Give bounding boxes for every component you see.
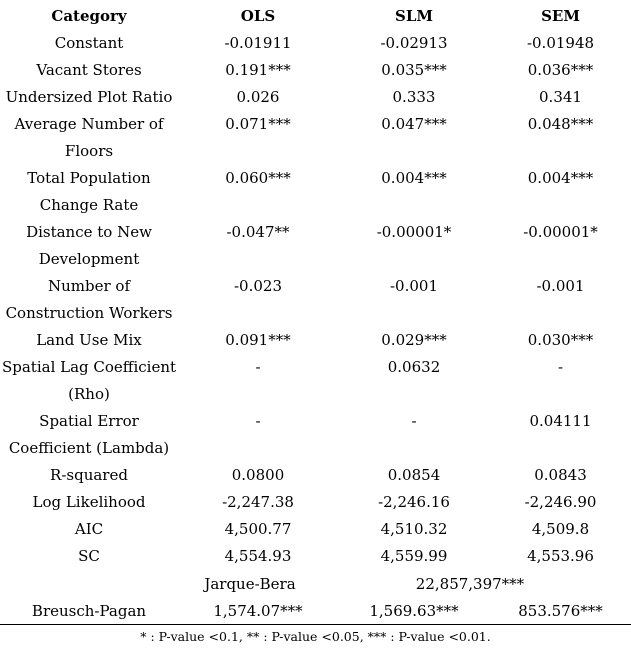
cell-ols: 0.091*** xyxy=(225,331,291,349)
table-row xyxy=(0,354,631,381)
jarque-bera-value: 22,857,397*** xyxy=(415,575,525,593)
cell-slm: 4,559.99 xyxy=(380,547,448,565)
row-label: Land Use Mix xyxy=(36,331,142,349)
cell-ols: - xyxy=(255,412,261,430)
row-label: Floors xyxy=(64,142,114,160)
cell-sem: 0.048*** xyxy=(527,115,594,133)
cell-sem: 0.030*** xyxy=(527,331,594,349)
cell-ols: - xyxy=(255,358,261,376)
row-label: Spatial Error xyxy=(39,412,139,430)
cell-ols: 0.0800 xyxy=(231,466,285,484)
cell-ols: 0.060*** xyxy=(225,169,291,187)
row-label: Distance to New xyxy=(26,223,152,241)
table-row xyxy=(0,57,631,84)
table-row xyxy=(0,273,631,300)
row-label: AIC xyxy=(74,520,104,538)
cell-sem: 4,509.8 xyxy=(531,520,590,538)
cell-slm: -0.001 xyxy=(389,277,438,295)
row-label: (Rho) xyxy=(68,385,110,403)
table-row xyxy=(0,219,631,246)
table-row xyxy=(0,30,631,57)
cell-slm: 0.029*** xyxy=(381,331,447,349)
table-row xyxy=(0,111,631,138)
cell-sem: 0.341 xyxy=(539,88,582,106)
footnote: * : P-value <0.1, ** : P-value <0.05, *** : P-value <0.01. xyxy=(140,629,491,644)
cell-sem: -2,246.90 xyxy=(524,493,597,511)
table-row xyxy=(0,138,631,165)
breusch-pagan-ols: 1,574.07*** xyxy=(213,602,303,620)
cell-ols: -0.023 xyxy=(233,277,282,295)
cell-sem xyxy=(490,138,631,165)
table-row xyxy=(0,408,631,435)
breusch-pagan-sem: 853.576*** xyxy=(518,602,603,620)
table-row xyxy=(0,84,631,111)
cell-sem xyxy=(490,246,631,273)
cell-slm: 0.035*** xyxy=(381,61,447,79)
row-label: Construction Workers xyxy=(5,304,173,322)
cell-slm: 4,510.32 xyxy=(380,520,448,538)
row-label: Undersized Plot Ratio xyxy=(5,88,173,106)
cell-slm xyxy=(338,435,490,462)
table-header xyxy=(0,3,631,30)
cell-slm xyxy=(338,381,490,408)
cell-ols xyxy=(178,192,338,219)
table-row xyxy=(0,489,631,516)
cell-ols: 0.026 xyxy=(236,88,280,106)
jarque-bera-label: Jarque-Bera xyxy=(204,575,296,593)
row-label: Coefficient (Lambda) xyxy=(8,439,170,457)
row-label: Development xyxy=(38,250,140,268)
table-row xyxy=(0,381,631,408)
breusch-pagan-row xyxy=(0,598,631,625)
cell-sem: 0.036*** xyxy=(527,61,594,79)
jarque-bera-row xyxy=(0,571,631,598)
cell-slm xyxy=(338,246,490,273)
row-label: Constant xyxy=(54,34,124,52)
cell-sem xyxy=(490,300,631,327)
table-row xyxy=(0,165,631,192)
cell-slm: 0.0632 xyxy=(387,358,441,376)
cell-sem xyxy=(490,192,631,219)
row-label: Average Number of xyxy=(14,115,164,133)
cell-ols: 0.191*** xyxy=(225,61,291,79)
row-label: Change Rate xyxy=(39,196,139,214)
cell-sem: -0.01948 xyxy=(526,34,595,52)
header-category: Category xyxy=(51,7,127,25)
cell-sem: 0.004*** xyxy=(527,169,594,187)
cell-ols: -0.01911 xyxy=(224,34,292,52)
cell-slm xyxy=(338,138,490,165)
cell-slm xyxy=(338,300,490,327)
cell-slm: 0.0854 xyxy=(387,466,441,484)
cell-sem: -0.001 xyxy=(536,277,585,295)
table-row xyxy=(0,246,631,273)
cell-sem xyxy=(490,381,631,408)
table-row xyxy=(0,300,631,327)
cell-sem: 0.04111 xyxy=(529,412,592,430)
breusch-pagan-label: Breusch-Pagan xyxy=(31,602,147,620)
row-label: Spatial Lag Coefficient xyxy=(1,358,177,376)
table-row xyxy=(0,516,631,543)
row-label: Log Likelihood xyxy=(32,493,146,511)
row-label: Total Population xyxy=(27,169,151,187)
row-label: Number of xyxy=(47,277,130,295)
cell-ols xyxy=(178,381,338,408)
cell-slm: -2,246.16 xyxy=(378,493,450,511)
cell-sem xyxy=(490,435,631,462)
cell-ols xyxy=(178,300,338,327)
table-row xyxy=(0,192,631,219)
row-label: SC xyxy=(78,547,100,565)
row-label: R-squared xyxy=(50,466,128,484)
cell-ols xyxy=(178,138,338,165)
header-sem: SEM xyxy=(541,7,580,25)
cell-sem: 4,553.96 xyxy=(527,547,594,565)
table-row xyxy=(0,462,631,489)
cell-slm xyxy=(338,192,490,219)
cell-ols xyxy=(178,435,338,462)
row-label: Vacant Stores xyxy=(36,61,142,79)
header-ols: OLS xyxy=(240,7,276,25)
cell-ols: -2,247.38 xyxy=(222,493,294,511)
cell-slm: -0.00001* xyxy=(376,223,452,241)
cell-ols: -0.047** xyxy=(226,223,290,241)
breusch-pagan-slm: 1,569.63*** xyxy=(369,602,459,620)
cell-sem: 0.0843 xyxy=(534,466,587,484)
cell-slm: 0.333 xyxy=(392,88,436,106)
table-row xyxy=(0,543,631,570)
cell-ols: 4,554.93 xyxy=(224,547,292,565)
cell-slm: 0.047*** xyxy=(381,115,447,133)
cell-slm: 0.004*** xyxy=(381,169,447,187)
cell-slm: -0.02913 xyxy=(380,34,448,52)
cell-ols: 0.071*** xyxy=(225,115,291,133)
table-row xyxy=(0,435,631,462)
table-row xyxy=(0,327,631,354)
cell-ols: 4,500.77 xyxy=(224,520,292,538)
cell-sem: -0.00001* xyxy=(523,223,598,241)
header-slm: SLM xyxy=(395,7,433,25)
cell-slm: - xyxy=(411,412,417,430)
cell-ols xyxy=(178,246,338,273)
cell-sem: - xyxy=(557,358,564,376)
